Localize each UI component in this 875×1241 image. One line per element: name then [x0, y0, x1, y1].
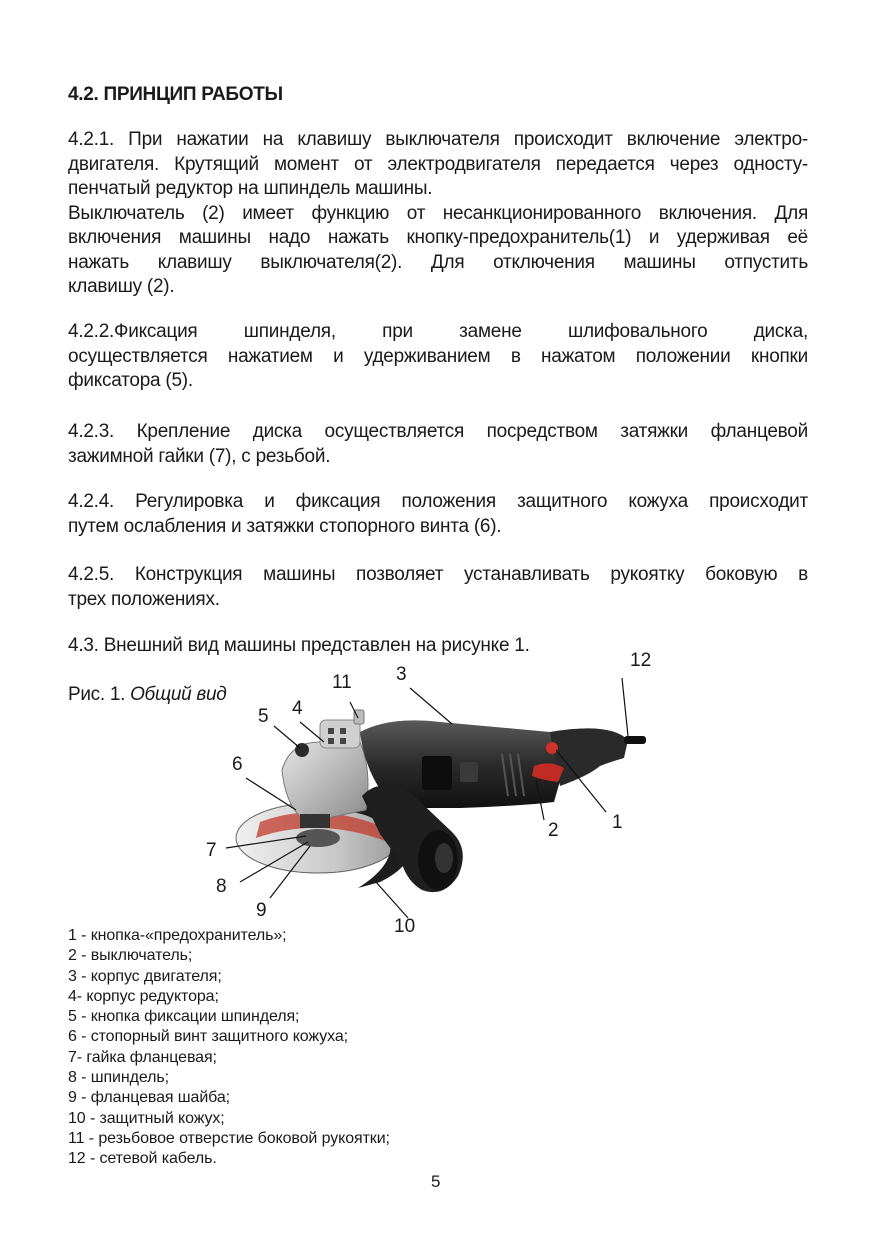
- text-line: осуществляется нажатием и удерживанием в нажатом положении кнопки: [68, 345, 808, 367]
- legend-item: 8 - шпиндель;: [68, 1069, 169, 1087]
- callout-label: 7: [206, 840, 217, 861]
- callout-label: 11: [332, 672, 352, 693]
- page-number: 5: [431, 1172, 441, 1191]
- text-line: нажать клавишу выключателя(2). Для отключения машины отпустить: [68, 251, 808, 273]
- text-line: двигателя. Крутящий момент от электродвигателя передается через односту-: [68, 153, 808, 175]
- legend-item: 10 - защитный кожух;: [68, 1109, 225, 1127]
- callout-label: 9: [256, 900, 267, 921]
- angle-grinder-illustration: [190, 650, 670, 940]
- text-line: включения машины надо нажать кнопку-предохранитель(1) и удерживая её: [68, 227, 808, 248]
- text-line: клавишу (2).: [68, 276, 175, 297]
- text-line: 4.3. Внешний вид машины представлен на рисунке 1.: [68, 635, 530, 656]
- text-line: фиксатора (5).: [68, 370, 193, 391]
- paragraph-4-2-2: [68, 320, 808, 394]
- legend-item: 4- корпус редуктора;: [68, 987, 219, 1005]
- legend-item: 3 - корпус двигателя;: [68, 967, 222, 985]
- legend-item: 7- гайка фланцевая;: [68, 1048, 217, 1066]
- section-heading: 4.2. ПРИНЦИП РАБОТЫ: [68, 84, 283, 105]
- paragraph-4-2-5: [68, 563, 808, 612]
- legend-item: 2 - выключатель;: [68, 947, 193, 965]
- callout-label: 3: [396, 664, 407, 685]
- text-line: пенчатый редуктор на шпиндель машины.: [68, 178, 433, 199]
- lock-off-button-shape: [546, 742, 558, 754]
- text-line: 4.2.5. Конструкция машины позволяет устанавливать рукоятку боковую в: [68, 564, 808, 585]
- text-line: Выключатель (2) имеет функцию от несанкционированного включения. Для: [68, 202, 808, 224]
- text-line: 4.2.2.Фиксация шпинделя, при замене шлифовального диска,: [68, 321, 808, 342]
- figure-caption-prefix: Рис. 1.: [68, 684, 126, 705]
- legend-item: 11 - резьбовое отверстие боковой рукоятки;: [68, 1129, 390, 1147]
- callout-label: 2: [548, 820, 559, 841]
- text-line: 4.2.1. При нажатии на клавишу выключателя происходит включение электро-: [68, 129, 808, 150]
- paragraph-4-2-1: [68, 128, 808, 300]
- power-cable-shape: [624, 736, 646, 744]
- text-line: 4.2.3. Крепление диска осуществляется посредством затяжки фланцевой: [68, 421, 808, 442]
- callout-label: 8: [216, 876, 227, 897]
- text-line: путем ослабления и затяжки стопорного винта (6).: [68, 515, 502, 537]
- text-line: 4.2.4. Регулировка и фиксация положения защитного кожуха происходит: [68, 491, 808, 512]
- callout-label: 1: [612, 812, 623, 833]
- callout-label: 4: [292, 698, 303, 719]
- legend-item: 12 - сетевой кабель.: [68, 1150, 217, 1168]
- text-line: зажимной гайки (7), с резьбой.: [68, 445, 331, 467]
- legend-item: 5 - кнопка фиксации шпинделя;: [68, 1008, 300, 1026]
- figure-legend: [68, 926, 390, 1170]
- legend-item: 1 - кнопка-«предохранитель»;: [68, 927, 287, 944]
- callout-label: 5: [258, 706, 269, 727]
- callout-label: 10: [394, 916, 416, 937]
- callout-label: 12: [630, 650, 652, 671]
- legend-item: 9 - фланцевая шайба;: [68, 1089, 231, 1107]
- paragraph-4-2-3: [68, 420, 808, 469]
- paragraph-4-2-4: [68, 490, 808, 539]
- callout-label: 6: [232, 754, 243, 775]
- text-line: трех положениях.: [68, 588, 220, 610]
- legend-item: 6 - стопорный винт защитного кожуха;: [68, 1028, 348, 1046]
- figure-caption-title: Общий вид: [130, 684, 227, 705]
